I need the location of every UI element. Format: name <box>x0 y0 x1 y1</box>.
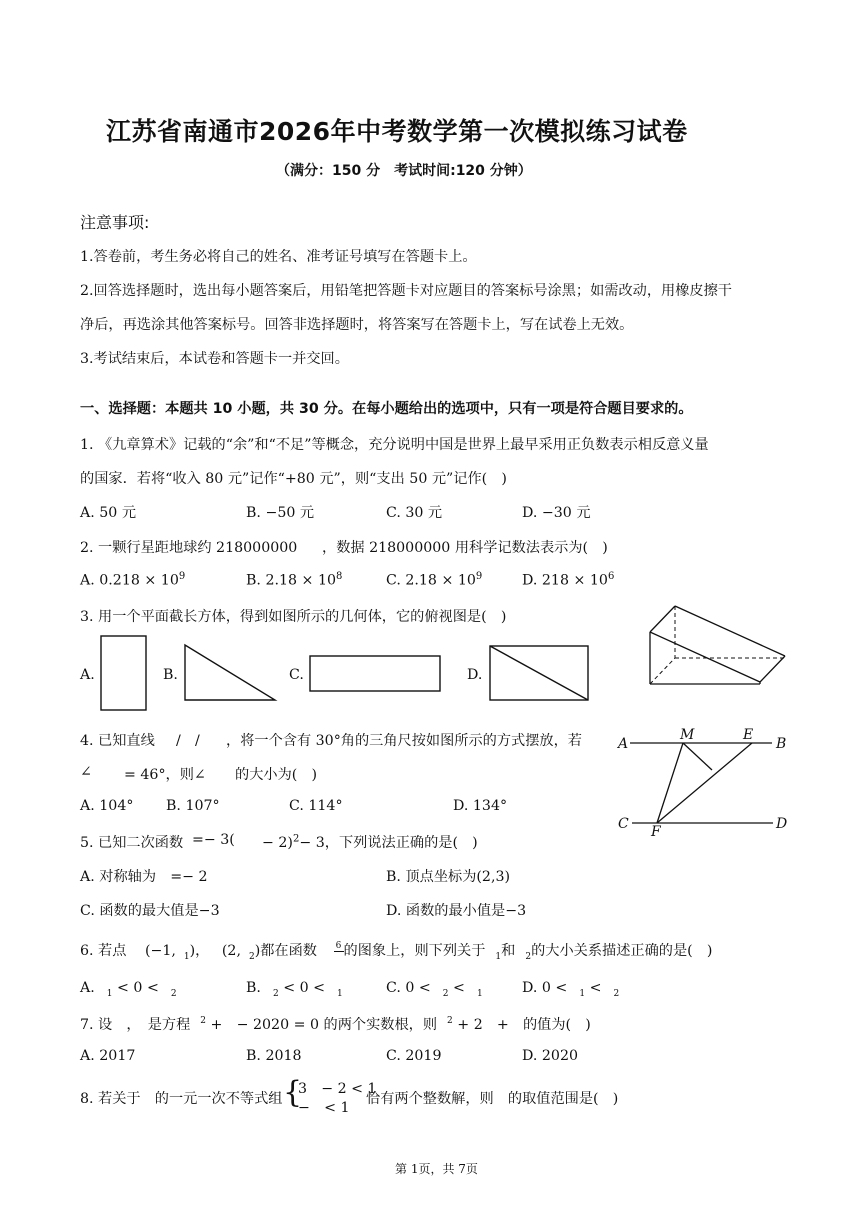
q4-option-c: C. 114° <box>289 798 343 814</box>
q6-option-d: D. 0 < $_1$ < $_2$ <box>522 980 620 999</box>
q3-option-b: B. <box>163 667 178 683</box>
q1-option-b: B. −50 元 <box>246 505 315 521</box>
notice-heading: 注意事项: <box>80 213 150 232</box>
question-4-stem-b: / / <box>176 733 200 749</box>
question-3-stem: 3. 用一个平面截长方体，得到如图所示的几何体，它的俯视图是( ) <box>80 609 507 625</box>
q7-option-d: D. 2020 <box>522 1048 578 1064</box>
notice-item: 3.考试结束后，本试卷和答题卡一并交回。 <box>80 351 349 367</box>
brace-icon: { <box>283 1075 303 1110</box>
q7-option-a: A. 2017 <box>80 1048 136 1064</box>
q7-option-c: C. 2019 <box>386 1048 442 1064</box>
q4-option-d: D. 134° <box>453 798 508 814</box>
page-title: 江苏省南通市2026年中考数学第一次模拟练习试卷 <box>106 117 688 146</box>
q2-option-d: D. $218 \times 10^6$ <box>522 571 615 589</box>
question-8-stem-a: 8. 若关于 的一元一次不等式组 <box>80 1091 283 1107</box>
label-c: C <box>618 816 629 832</box>
notice-item: 2.回答选择题时，选出每小题答案后，用铅笔把答题卡对应题目的答案标号涂黑；如需改动，用橡皮擦干 <box>80 283 732 299</box>
exponent: 8 <box>336 571 343 582</box>
question-5-stem-c: − 2)$^2$− 3，下列说法正确的是( ) <box>262 833 478 851</box>
q8-system-line-2: − < 1 <box>298 1100 350 1116</box>
exponent: 2 <box>292 833 300 845</box>
exponent: 6 <box>607 571 615 582</box>
q1-option-a: A. 50 元 <box>80 505 137 521</box>
page-footer: 第 1页，共 7页 <box>395 1162 478 1176</box>
q1-option-d: D. −30 元 <box>522 505 591 521</box>
q2-option-b: B. $2.18 \times 10^8$ <box>246 571 343 589</box>
q6-option-a: A. $_1$ < 0 < $_2$ <box>80 980 177 999</box>
question-5-stem-b: =− 3( <box>192 832 235 848</box>
q7-option-b: B. 2018 <box>246 1048 302 1064</box>
q3-option-d: D. <box>467 667 483 683</box>
label-m: M <box>680 727 695 743</box>
label-b: B <box>776 736 787 752</box>
question-4-stem-d: ∠ <box>80 764 92 780</box>
question-4-stem-c: ，将一个含有 30°角的三角尺按如图所示的方式摆放，若 <box>226 733 582 749</box>
exponent: 9 <box>178 571 186 582</box>
q2-option-c: C. $2.18 \times 10^9$ <box>386 571 483 589</box>
question-4-stem-f: 的大小为( ) <box>235 767 318 783</box>
q6-option-b: B. $_2$ < 0 < $_1$ <box>246 980 343 999</box>
label-a: A <box>618 736 629 752</box>
q4-option-a: A. 104° <box>80 798 134 814</box>
label-e: E <box>743 727 754 743</box>
question-4-stem-e: = 46°，则∠ <box>124 767 206 783</box>
q5-option-a: A. 对称轴为 =− 2 <box>80 869 208 885</box>
q1-option-c: C. 30 元 <box>386 505 443 521</box>
q4-option-b: B. 107° <box>166 798 220 814</box>
q5-option-b: B. 顶点坐标为(2,3) <box>386 869 511 885</box>
section-heading: 一、选择题：本题共 10 小题，共 30 分。在每小题给出的选项中，只有一项是符合题目要求的。 <box>80 401 693 417</box>
notice-item: 净后，再选涂其他答案标号。回答非选择题时，将答案写在答题卡上，写在试卷上无效。 <box>80 317 634 333</box>
question-1-stem: 1. 《九章算术》记载的“余”和“不足”等概念，充分说明中国是世界上最早采用正负数表示相反意义量 <box>80 437 709 453</box>
q5-option-d: D. 函数的最小值是−3 <box>386 903 527 919</box>
question-2-stem: 2. 一颗行星距地球约 218000000 <box>80 540 298 556</box>
question-5-stem-a: 5. 已知二次函数 <box>80 835 184 851</box>
label-f: F <box>651 824 661 840</box>
q3-option-c: C. <box>289 667 304 683</box>
question-6-stem: 6. 若点 (−1, $_1$)， (2, $_2$)都在函数 6 的图象上，则下列关于 $_1$和 $_2$的大小关系描述正确的是( ) <box>80 940 713 962</box>
q6-option-c: C. 0 < $_2$ < $_1$ <box>386 980 483 999</box>
question-2-stem-cont: ，数据 218000000 用科学记数法表示为( ) <box>322 540 608 556</box>
label-d: D <box>776 816 788 832</box>
question-7-stem: 7. 设 ， 是方程 $^2$ + − 2020 = 0 的两个实数根，则 $^2$ + 2 + 的值为( ) <box>80 1016 591 1033</box>
notice-item: 1.答卷前，考生务必将自己的姓名、准考证号填写在答题卡上。 <box>80 249 477 265</box>
q3-option-a: A. <box>80 667 95 683</box>
q8-system-line-1: 3 − 2 < 1 <box>298 1081 377 1097</box>
question-4-stem-a: 4. 已知直线 <box>80 733 155 749</box>
exponent: 9 <box>475 571 483 582</box>
q2-option-a: A. $0.218 \times 10^9$ <box>80 571 186 589</box>
q5-option-c: C. 函数的最大值是−3 <box>80 903 220 919</box>
page-subtitle: （满分：150 分 考试时间:120 分钟） <box>276 163 532 179</box>
question-8-stem-b: 恰有两个整数解，则 的取值范围是( ) <box>366 1091 619 1107</box>
question-1-stem-cont: 的国家．若将“收入 80 元”记作“+80 元”，则“支出 50 元”记作( ) <box>80 471 507 487</box>
